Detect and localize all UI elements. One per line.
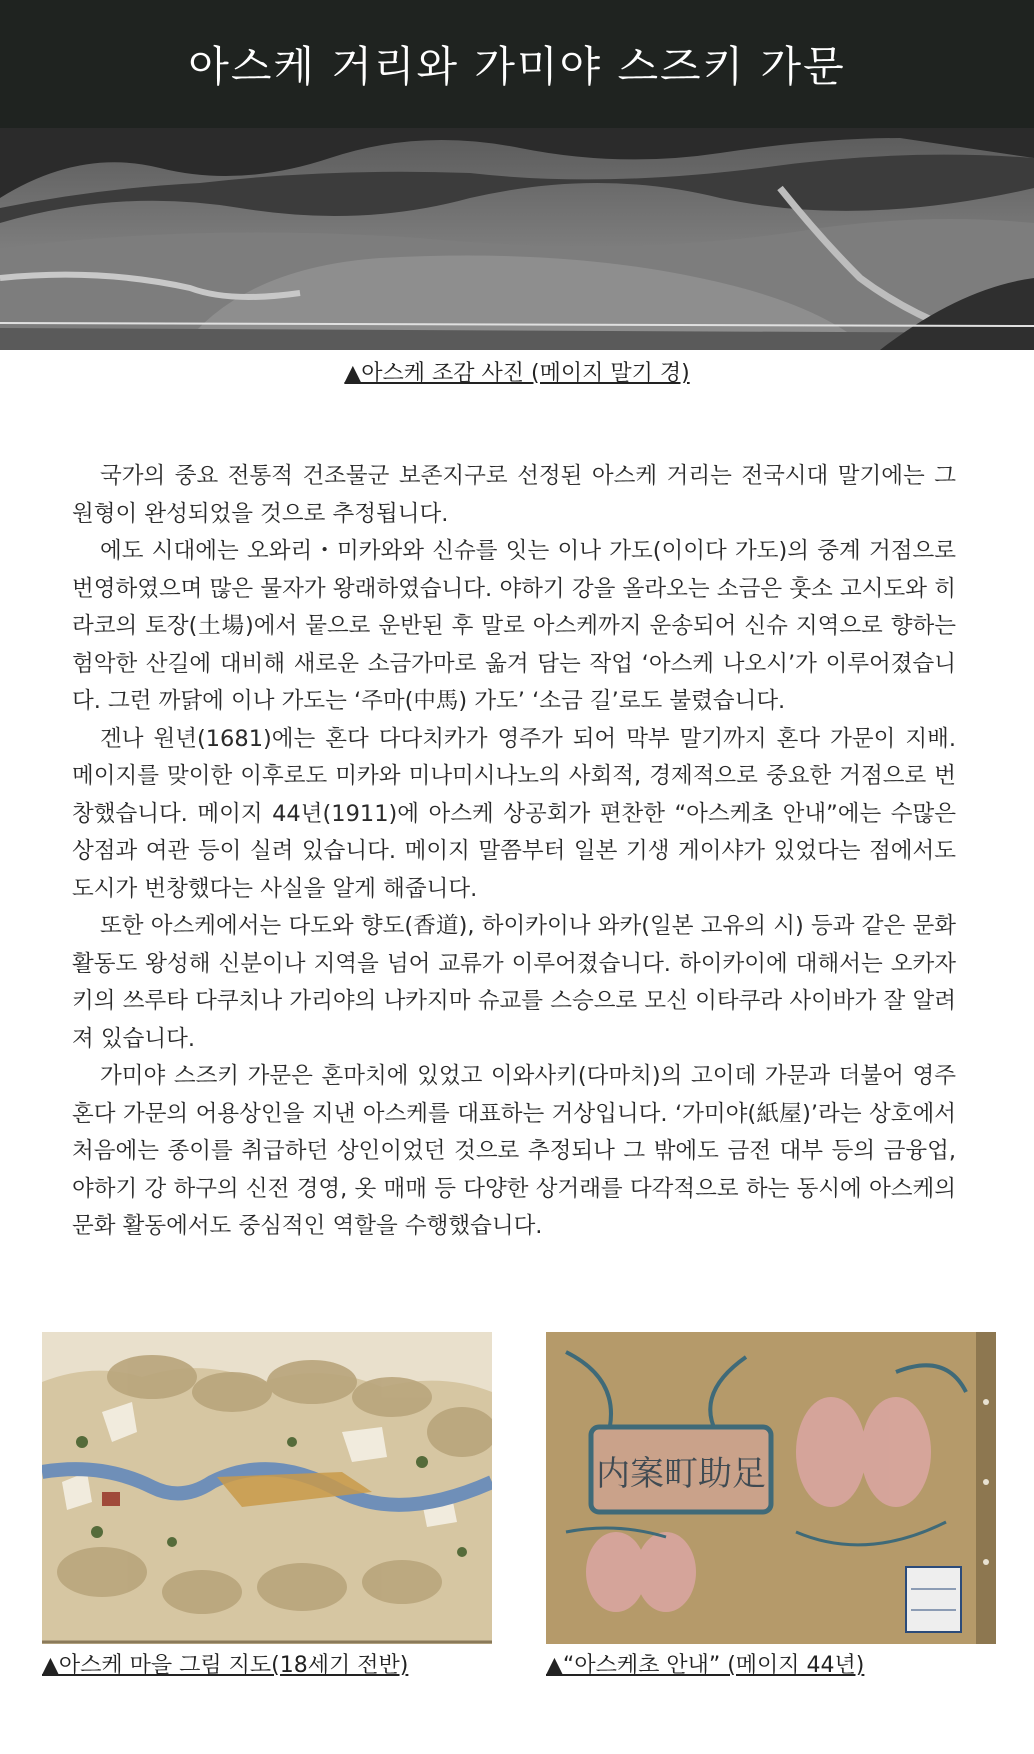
guide-caption: ▲“아스케초 안내” (메이지 44년): [546, 1653, 865, 1678]
paragraph-4: 또한 아스케에서는 다도와 향도(香道), 하이카이나 와카(일본 고유의 시) 등과 같은 문화 활동도 왕성해 신분이나 지역을 넘어 교류가 이루어졌습니다. 하이카이에 대해서는 오카자키의 쓰루타 다쿠치나 가리야의 나카지마 슈교를 스승으로 모신 이타쿠라 사이바가 잘 알려져 있습니다.: [72, 913, 956, 1052]
page-title: 아스케 거리와 가미야 스즈키 가문: [188, 42, 846, 91]
paragraph-2: 에도 시대에는 오와리・미카와와 신슈를 잇는 이나 가도(이이다 가도)의 중계 거점으로 번영하였으며 많은 물자가 왕래하였습니다. 야하기 강을 올라오는 소금은 훗소 고시도와 히라코의 토장(土場)에서 뭍으로 운반된 후 말로 아스케까지 운송되어 신슈 지역으로 향하는 험악한 산길에 대비해 새로운 소금가마로 옮겨 담는 작업 ‘아스케 나오시’가 이루어졌습니다. 그런 까닭에 이나 가도는 ‘주마(中馬) 가도’ ‘소금 길’로도 불렸습니다.: [72, 538, 956, 714]
guide-cover-title: 内案町助足: [596, 1454, 766, 1494]
map-caption: ▲아스케 마을 그림 지도(18세기 전반): [42, 1653, 409, 1678]
guide-cover-image: [546, 1332, 996, 1644]
paragraph-5: 가미야 스즈키 가문은 혼마치에 있었고 이와사키(다마치)의 고이데 가문과 더불어 영주 혼다 가문의 어용상인을 지낸 아스케를 대표하는 거상입니다. ‘가미야(紙屋)’라는 상호에서 처음에는 종이를 취급하던 상인이었던 것으로 추정되나 그 밖에도 금전 대부 등의 금융업, 야하기 강 하구의 신전 경영, 옷 매매 등 다양한 상거래를 다각적으로 하는 동시에 아스케의 문화 활동에서도 중심적인 역할을 수행했습니다.: [72, 1063, 956, 1239]
paragraph-3: 겐나 원년(1681)에는 혼다 다다치카가 영주가 되어 막부 말기까지 혼다 가문이 지배. 메이지를 맞이한 이후로도 미카와 미나미시나노의 사회적, 경제적으로 중요한 거점으로 번창했습니다. 메이지 44년(1911)에 아스케 상공회가 편찬한 “아스케초 안내”에는 수많은 상점과 여관 등이 실려 있습니다. 메이지 말쯤부터 일본 기생 게이샤가 있었다는 점에서도 도시가 번창했다는 사실을 알게 해줍니다.: [72, 725, 956, 902]
paragraph-1: 국가의 중요 전통적 건조물군 보존지구로 선정된 아스케 거리는 전국시대 말기에는 그 원형이 완성되었을 것으로 추정됩니다.: [72, 463, 956, 527]
article-body: [72, 458, 956, 1246]
village-map-image: [42, 1332, 492, 1644]
panorama-photo: [0, 128, 1034, 350]
title-bar: [0, 0, 1034, 128]
panorama-caption: ▲아스케 조감 사진 (메이지 말기 경): [344, 361, 690, 386]
